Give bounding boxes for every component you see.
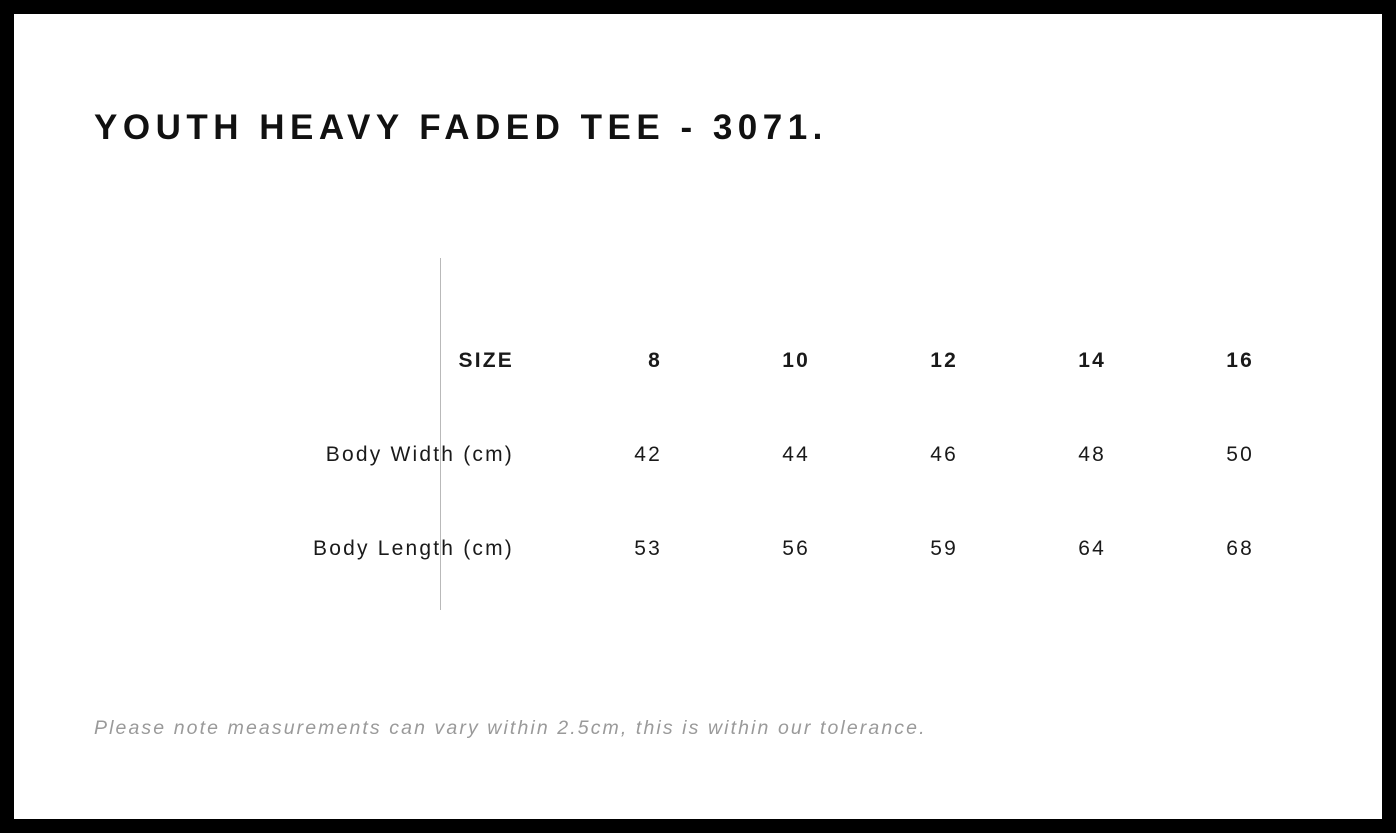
table-cell: 46 [930,443,958,466]
table-cell: 59 [930,537,958,560]
size-chart-table [94,314,1254,596]
table-row [94,408,1254,502]
column-header-size-value: 10 [782,349,810,372]
column-header-size-value: 14 [1078,349,1106,372]
page-title: YOUTH HEAVY FADED TEE - 3071. [94,108,828,147]
table-cell: 50 [1226,443,1254,466]
column-header-size-value: 16 [1226,349,1254,372]
table-cell: 48 [1078,443,1106,466]
table-header-row [94,314,1254,408]
table-cell: 44 [782,443,810,466]
column-header-size-value: 12 [930,349,958,372]
column-header-size: SIZE [458,349,514,372]
table-cell: 53 [634,537,662,560]
row-label: Body Length (cm) [313,537,514,560]
table-cell: 56 [782,537,810,560]
column-header-size-value: 8 [648,349,662,372]
table-row [94,502,1254,596]
table-cell: 42 [634,443,662,466]
table-cell: 68 [1226,537,1254,560]
tolerance-note: Please note measurements can vary within 2.5cm, this is within our tolerance. [94,717,927,739]
table-cell: 64 [1078,537,1106,560]
size-chart-page [14,14,1382,819]
row-label: Body Width (cm) [325,443,514,466]
